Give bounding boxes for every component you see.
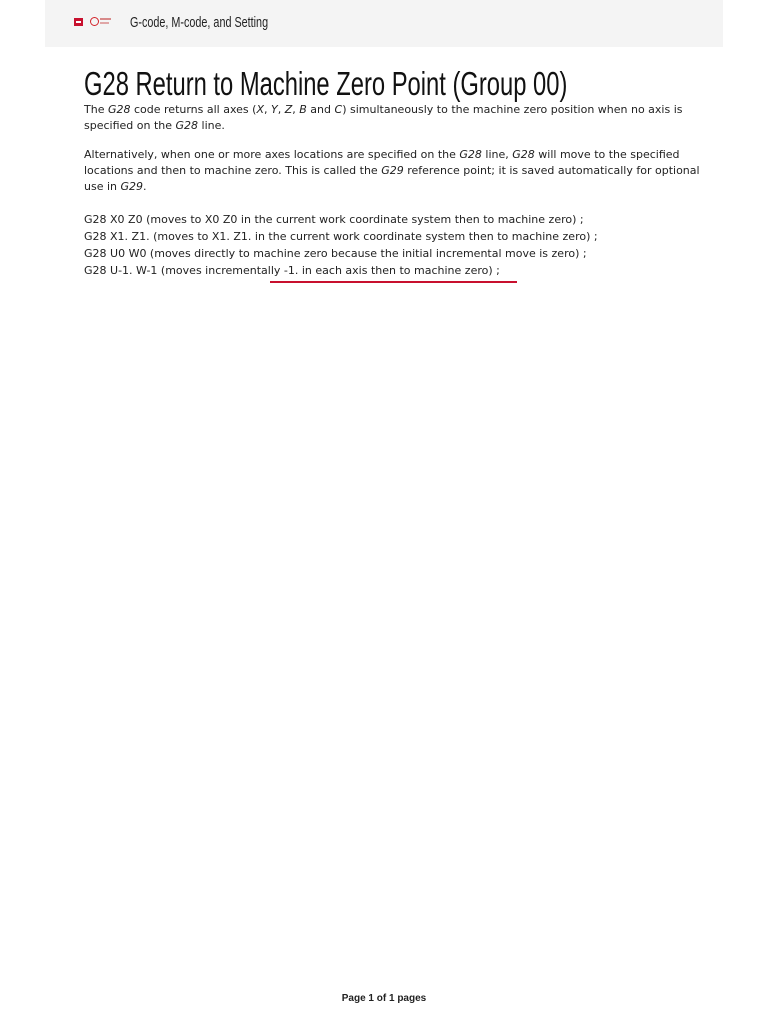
header-bar xyxy=(45,0,723,47)
paragraph-text: and xyxy=(306,103,335,116)
code-example-line: G28 X1. Z1. (moves to X1. Z1. in the current work coordinate system then to machine zero) ; xyxy=(84,230,598,243)
haas-logo-icon xyxy=(74,18,83,26)
code-reference: C xyxy=(334,103,343,116)
code-example-list xyxy=(84,211,704,279)
logo-wordmark xyxy=(100,18,111,20)
paragraph-text: , xyxy=(263,103,271,116)
code-example-line: G28 U-1. W-1 (moves incrementally -1. in each axis then to machine zero) ; xyxy=(84,264,500,277)
code-reference: G28 xyxy=(107,103,131,116)
haas-automation-logo-icon xyxy=(90,17,99,26)
paragraph-text: , xyxy=(292,103,300,116)
paragraph-text: reference point; it is saved automatically for optional use in xyxy=(84,164,700,193)
code-reference: Z xyxy=(284,103,293,116)
code-reference: G29 xyxy=(381,164,404,177)
section-divider xyxy=(270,281,517,283)
header-title: G-code, M-code, and Setting xyxy=(130,14,269,31)
code-example-line: G28 X0 Z0 (moves to X0 Z0 in the current work coordinate system then to machine zero) ; xyxy=(84,213,584,226)
code-reference: G29 xyxy=(120,180,144,193)
paragraph-text: Alternatively, when one or more axes locations are specified on the xyxy=(84,148,460,161)
code-reference: G28 xyxy=(175,119,199,132)
paragraph-text: ) simultaneously to the machine zero position when no axis is specified on the xyxy=(84,103,683,132)
page-title: G28 Return to Machine Zero Point (Group 00) xyxy=(84,65,568,102)
code-reference: Y xyxy=(270,103,278,116)
code-reference: G28 xyxy=(459,148,482,161)
code-example-line: G28 U0 W0 (moves directly to machine zero because the initial incremental move is zero) ; xyxy=(84,247,587,260)
logo-wordmark-subline xyxy=(100,22,109,24)
paragraph-text: line, xyxy=(481,148,513,161)
intro-paragraph xyxy=(84,102,704,134)
paragraph-text: code returns all axes ( xyxy=(130,103,257,116)
paragraph-text: The xyxy=(84,103,108,116)
code-reference: G28 xyxy=(512,148,535,161)
content-body xyxy=(84,102,704,279)
paragraph-text: . xyxy=(143,180,147,193)
page-footer: Page 1 of 1 pages xyxy=(341,993,427,1004)
alternative-paragraph xyxy=(84,147,704,195)
paragraph-text: line. xyxy=(198,119,225,132)
code-reference: X xyxy=(256,103,264,116)
code-reference: B xyxy=(299,103,307,116)
paragraph-text: will move to the specified locations and then to machine zero. This is called the xyxy=(84,148,680,177)
paragraph-text: , xyxy=(277,103,285,116)
